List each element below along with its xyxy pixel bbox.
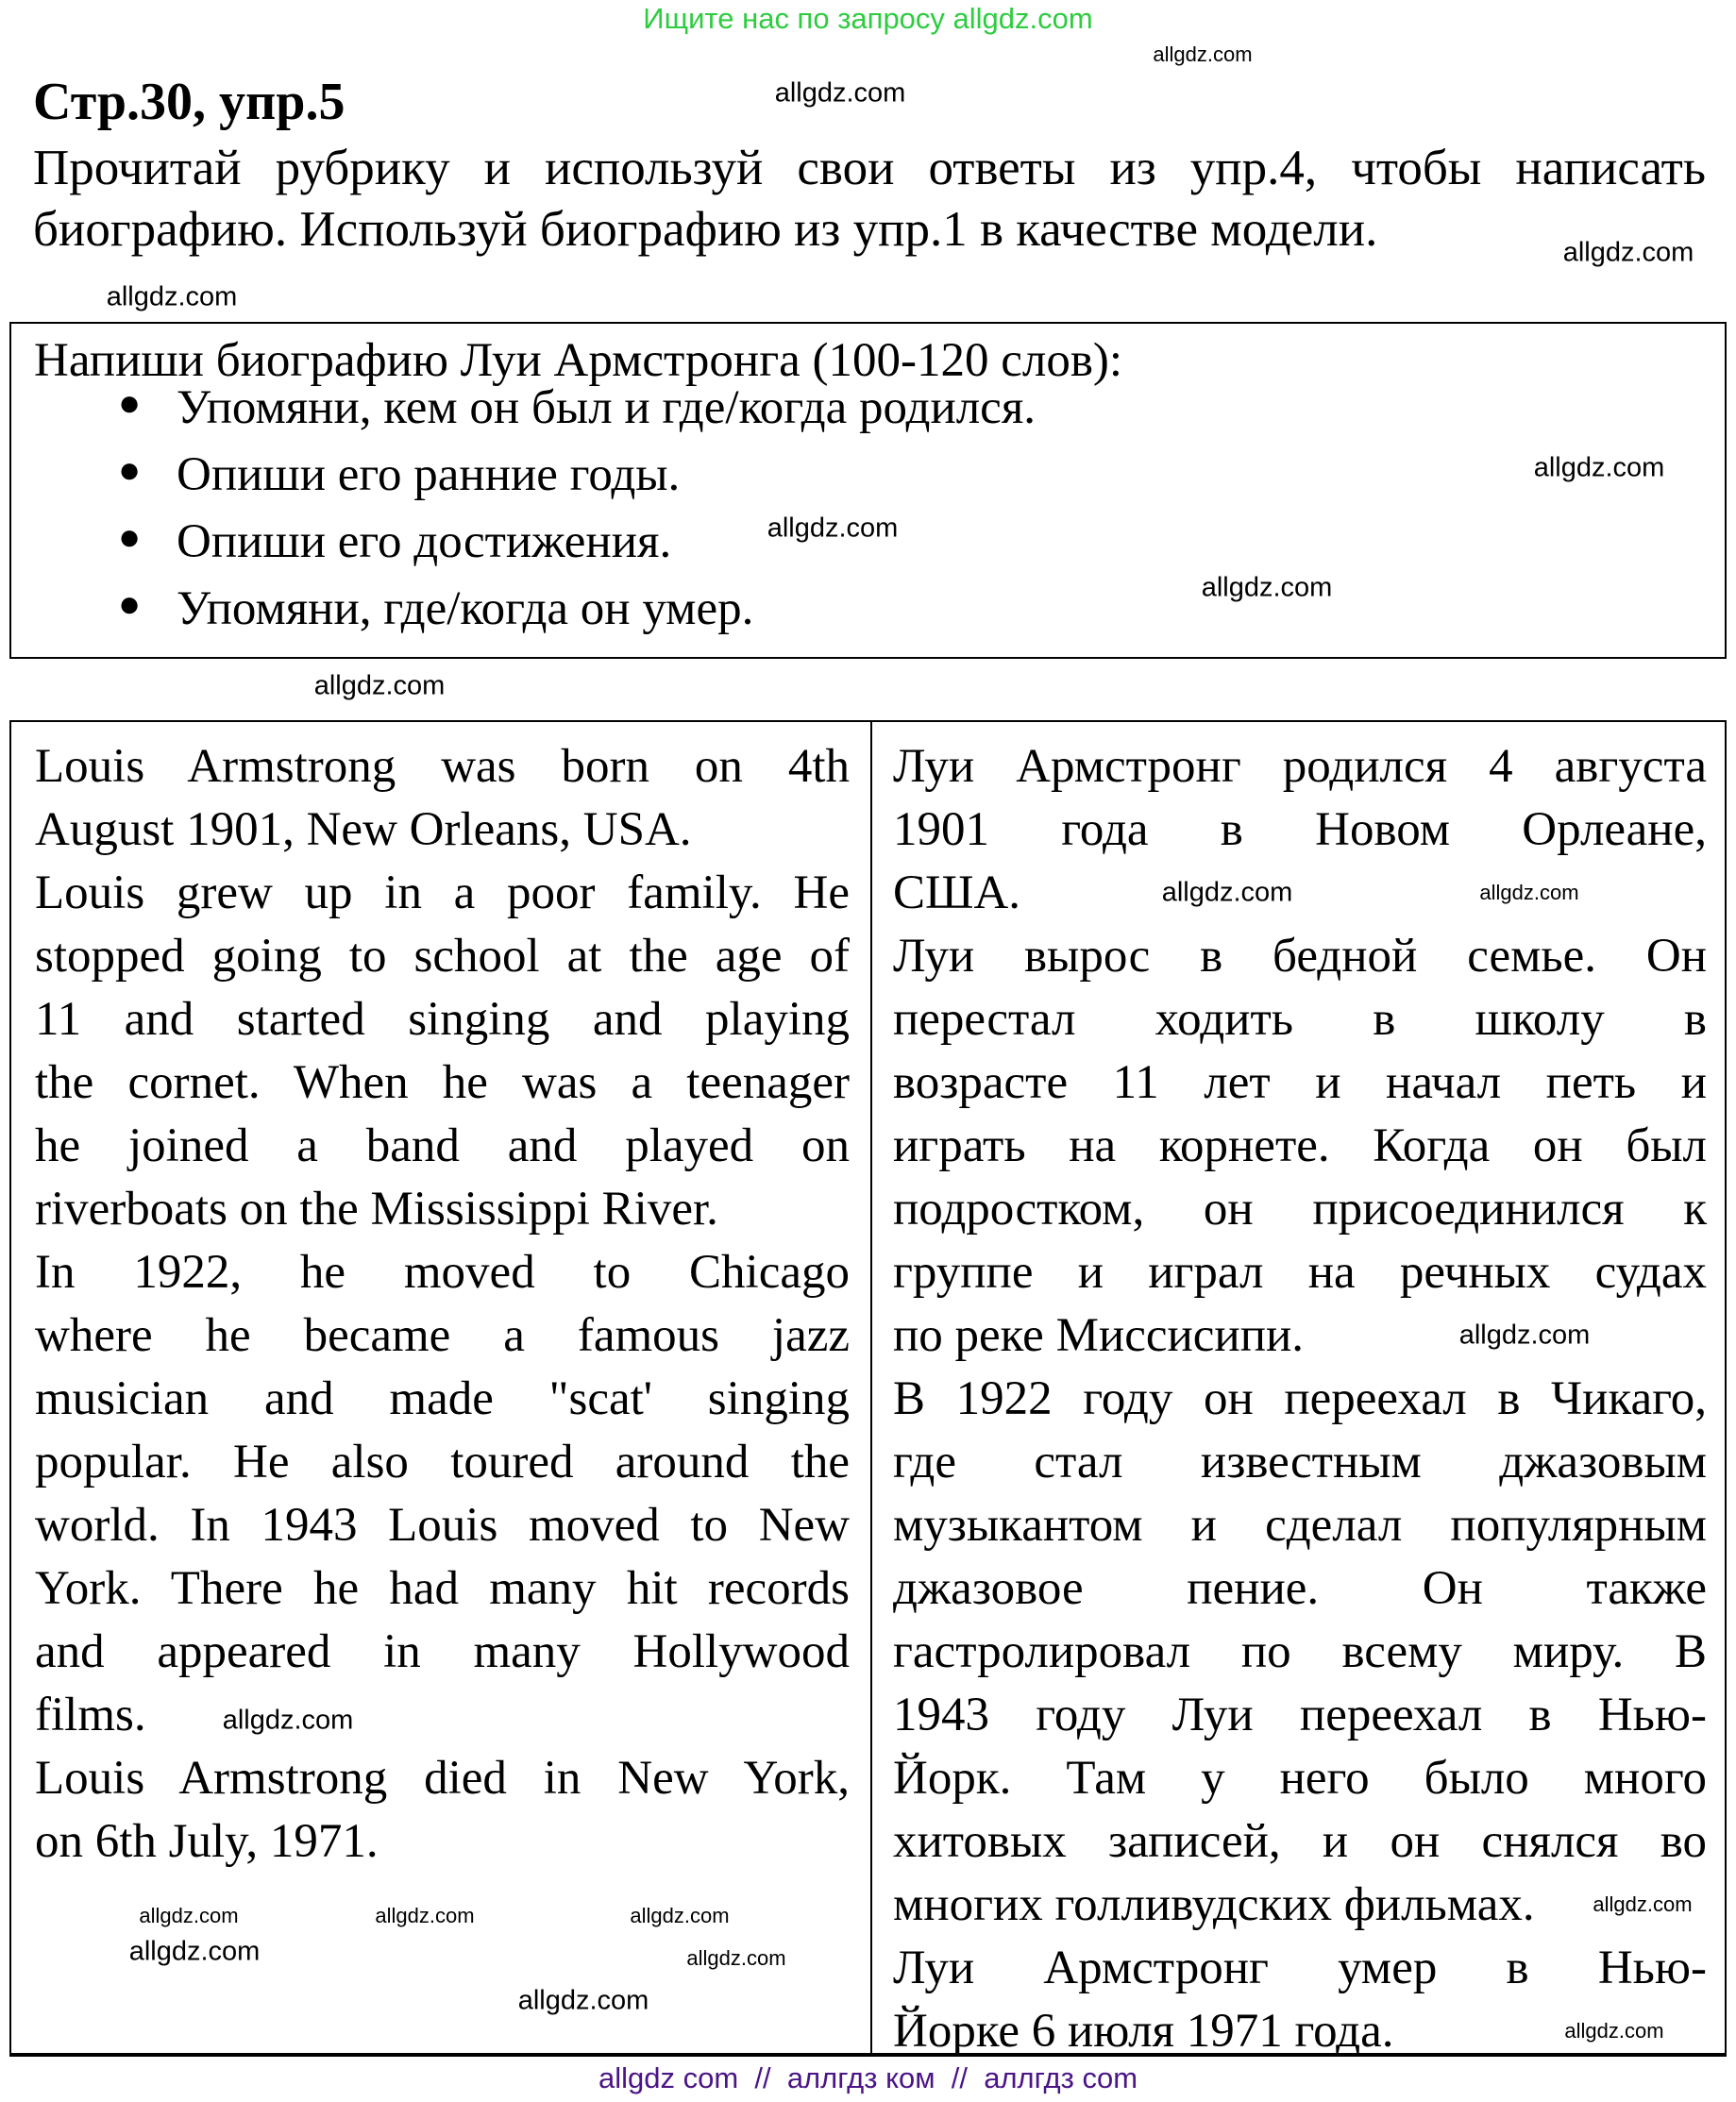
text-line: 1943 году Луи переехал в Нью- (893, 1689, 1707, 1741)
text-line: Луи Армстронг родился 4 августа (893, 740, 1707, 793)
watermark: allgdz.com (1153, 42, 1253, 66)
watermark: allgdz.com (1564, 2019, 1664, 2043)
bullet-icon: ● (118, 381, 142, 424)
watermark: allgdz.com (139, 1904, 239, 1927)
watermark: allgdz.com (1593, 1892, 1693, 1916)
watermark: allgdz.com (106, 281, 238, 312)
rubric-heading: Напиши биографию Луи Армстронга (100-120 слов): (34, 334, 1123, 387)
text-line: the cornet. When he was a teenager (35, 1056, 850, 1109)
text-line: Йорк. Там у него было много (893, 1752, 1707, 1805)
watermark: allgdz.com (313, 670, 446, 701)
rubric-item-text: Опиши его достижения. (177, 515, 672, 568)
watermark: allgdz.com (1161, 877, 1293, 908)
russian-translation (893, 735, 1707, 2063)
watermark: allgdz.com (767, 513, 899, 544)
text-line: В 1922 году он переехал в Чикаго, (893, 1372, 1707, 1425)
rubric-item (118, 514, 672, 569)
text-line: возрасте 11 лет и начал петь и (893, 1056, 1707, 1109)
text-line: Луи вырос в бедной семье. Он (893, 930, 1707, 983)
text-line: по реке Миссисипи. (893, 1309, 1305, 1362)
text-line: Луи Армстронг умер в Нью- (893, 1942, 1707, 1994)
watermark: allgdz.com (774, 77, 906, 109)
watermark: allgdz.com (222, 1705, 354, 1736)
text-line: Йорке 6 июля 1971 года. (893, 2005, 1394, 2058)
bullet-icon: ● (118, 448, 142, 491)
text-line: перестал ходить в школу в (893, 993, 1707, 1046)
text-line: джазовое пение. Он также (893, 1562, 1707, 1615)
page-title: Стр.30, упр.5 (33, 73, 346, 131)
search-banner: Ищите нас по запросу allgdz.com (643, 2, 1093, 35)
watermark: allgdz.com (1479, 881, 1579, 904)
text-line: where he became a famous jazz (35, 1309, 850, 1362)
text-line: popular. He also toured around the (35, 1436, 850, 1488)
text-line: August 1901, New Orleans, USA. (35, 803, 692, 856)
text-line: подростком, он присоединился к (893, 1183, 1707, 1236)
text-line: musician and made "scat' singing (35, 1372, 850, 1425)
rubric-item-text: Упомяни, где/когда он умер. (177, 582, 754, 635)
rubric-item (118, 447, 681, 502)
text-line: he joined a band and played on (35, 1119, 850, 1172)
text-line: хитовых записей, и он снялся во (893, 1815, 1707, 1868)
instruction (33, 138, 1706, 261)
instruction-line: Прочитай рубрику и используй свои ответы из упр.4, чтобы написать (33, 141, 1706, 195)
text-line: films. (35, 1689, 146, 1741)
text-line: Louis grew up in a poor family. He (35, 866, 850, 919)
biography-table (9, 720, 1727, 2057)
watermark: allgdz.com (686, 1946, 786, 1970)
text-line: York. There he had many hit records (35, 1562, 850, 1615)
watermark: allgdz.com (630, 1904, 730, 1927)
text-line: играть на корнете. Когда он был (893, 1119, 1707, 1172)
rubric-item-text: Опиши его ранние годы. (177, 448, 681, 501)
text-line: где стал известным джазовым (893, 1436, 1707, 1488)
text-line: 11 and started singing and playing (35, 993, 850, 1046)
text-line: 1901 года в Новом Орлеане, (893, 803, 1707, 856)
text-line: stopped going to school at the age of (35, 930, 850, 983)
text-line: world. In 1943 Louis moved to New (35, 1499, 850, 1552)
footer-links: allgdz com // аллгдз ком // аллгдз com (598, 2061, 1138, 2094)
text-line: on 6th July, 1971. (35, 1815, 379, 1868)
watermark: allgdz.com (1458, 1320, 1591, 1351)
rubric-item (118, 581, 754, 636)
bullet-icon: ● (118, 582, 142, 625)
text-line: группе и играл на речных судах (893, 1246, 1707, 1299)
rubric-box (9, 322, 1727, 659)
instruction-line: биографию. Используй биографию из упр.1 в качестве модели. (33, 202, 1378, 257)
watermark: allgdz.com (517, 1985, 649, 2016)
column-divider (870, 722, 872, 2053)
watermark: allgdz.com (1201, 572, 1333, 603)
text-line: Louis Armstrong died in New York, (35, 1752, 850, 1805)
text-line: многих голливудских фильмах. (893, 1878, 1535, 1931)
text-line: музыкантом и сделал популярным (893, 1499, 1707, 1552)
text-line: and appeared in many Hollywood (35, 1625, 850, 1678)
watermark: allgdz.com (1533, 452, 1665, 483)
text-line: США. (893, 866, 1021, 919)
text-line: riverboats on the Mississippi River. (35, 1183, 718, 1236)
text-line: гастролировал по всему миру. В (893, 1625, 1707, 1678)
english-biography (35, 735, 850, 1874)
rubric-item-text: Упомяни, кем он был и где/когда родился. (177, 381, 1037, 434)
text-line: Louis Armstrong was born on 4th (35, 740, 850, 793)
watermark: allgdz.com (375, 1904, 475, 1927)
text-line: In 1922, he moved to Chicago (35, 1246, 850, 1299)
watermark: allgdz.com (1562, 237, 1694, 268)
watermark: allgdz.com (128, 1936, 261, 1967)
rubric-item (118, 380, 1037, 435)
bullet-icon: ● (118, 515, 142, 558)
